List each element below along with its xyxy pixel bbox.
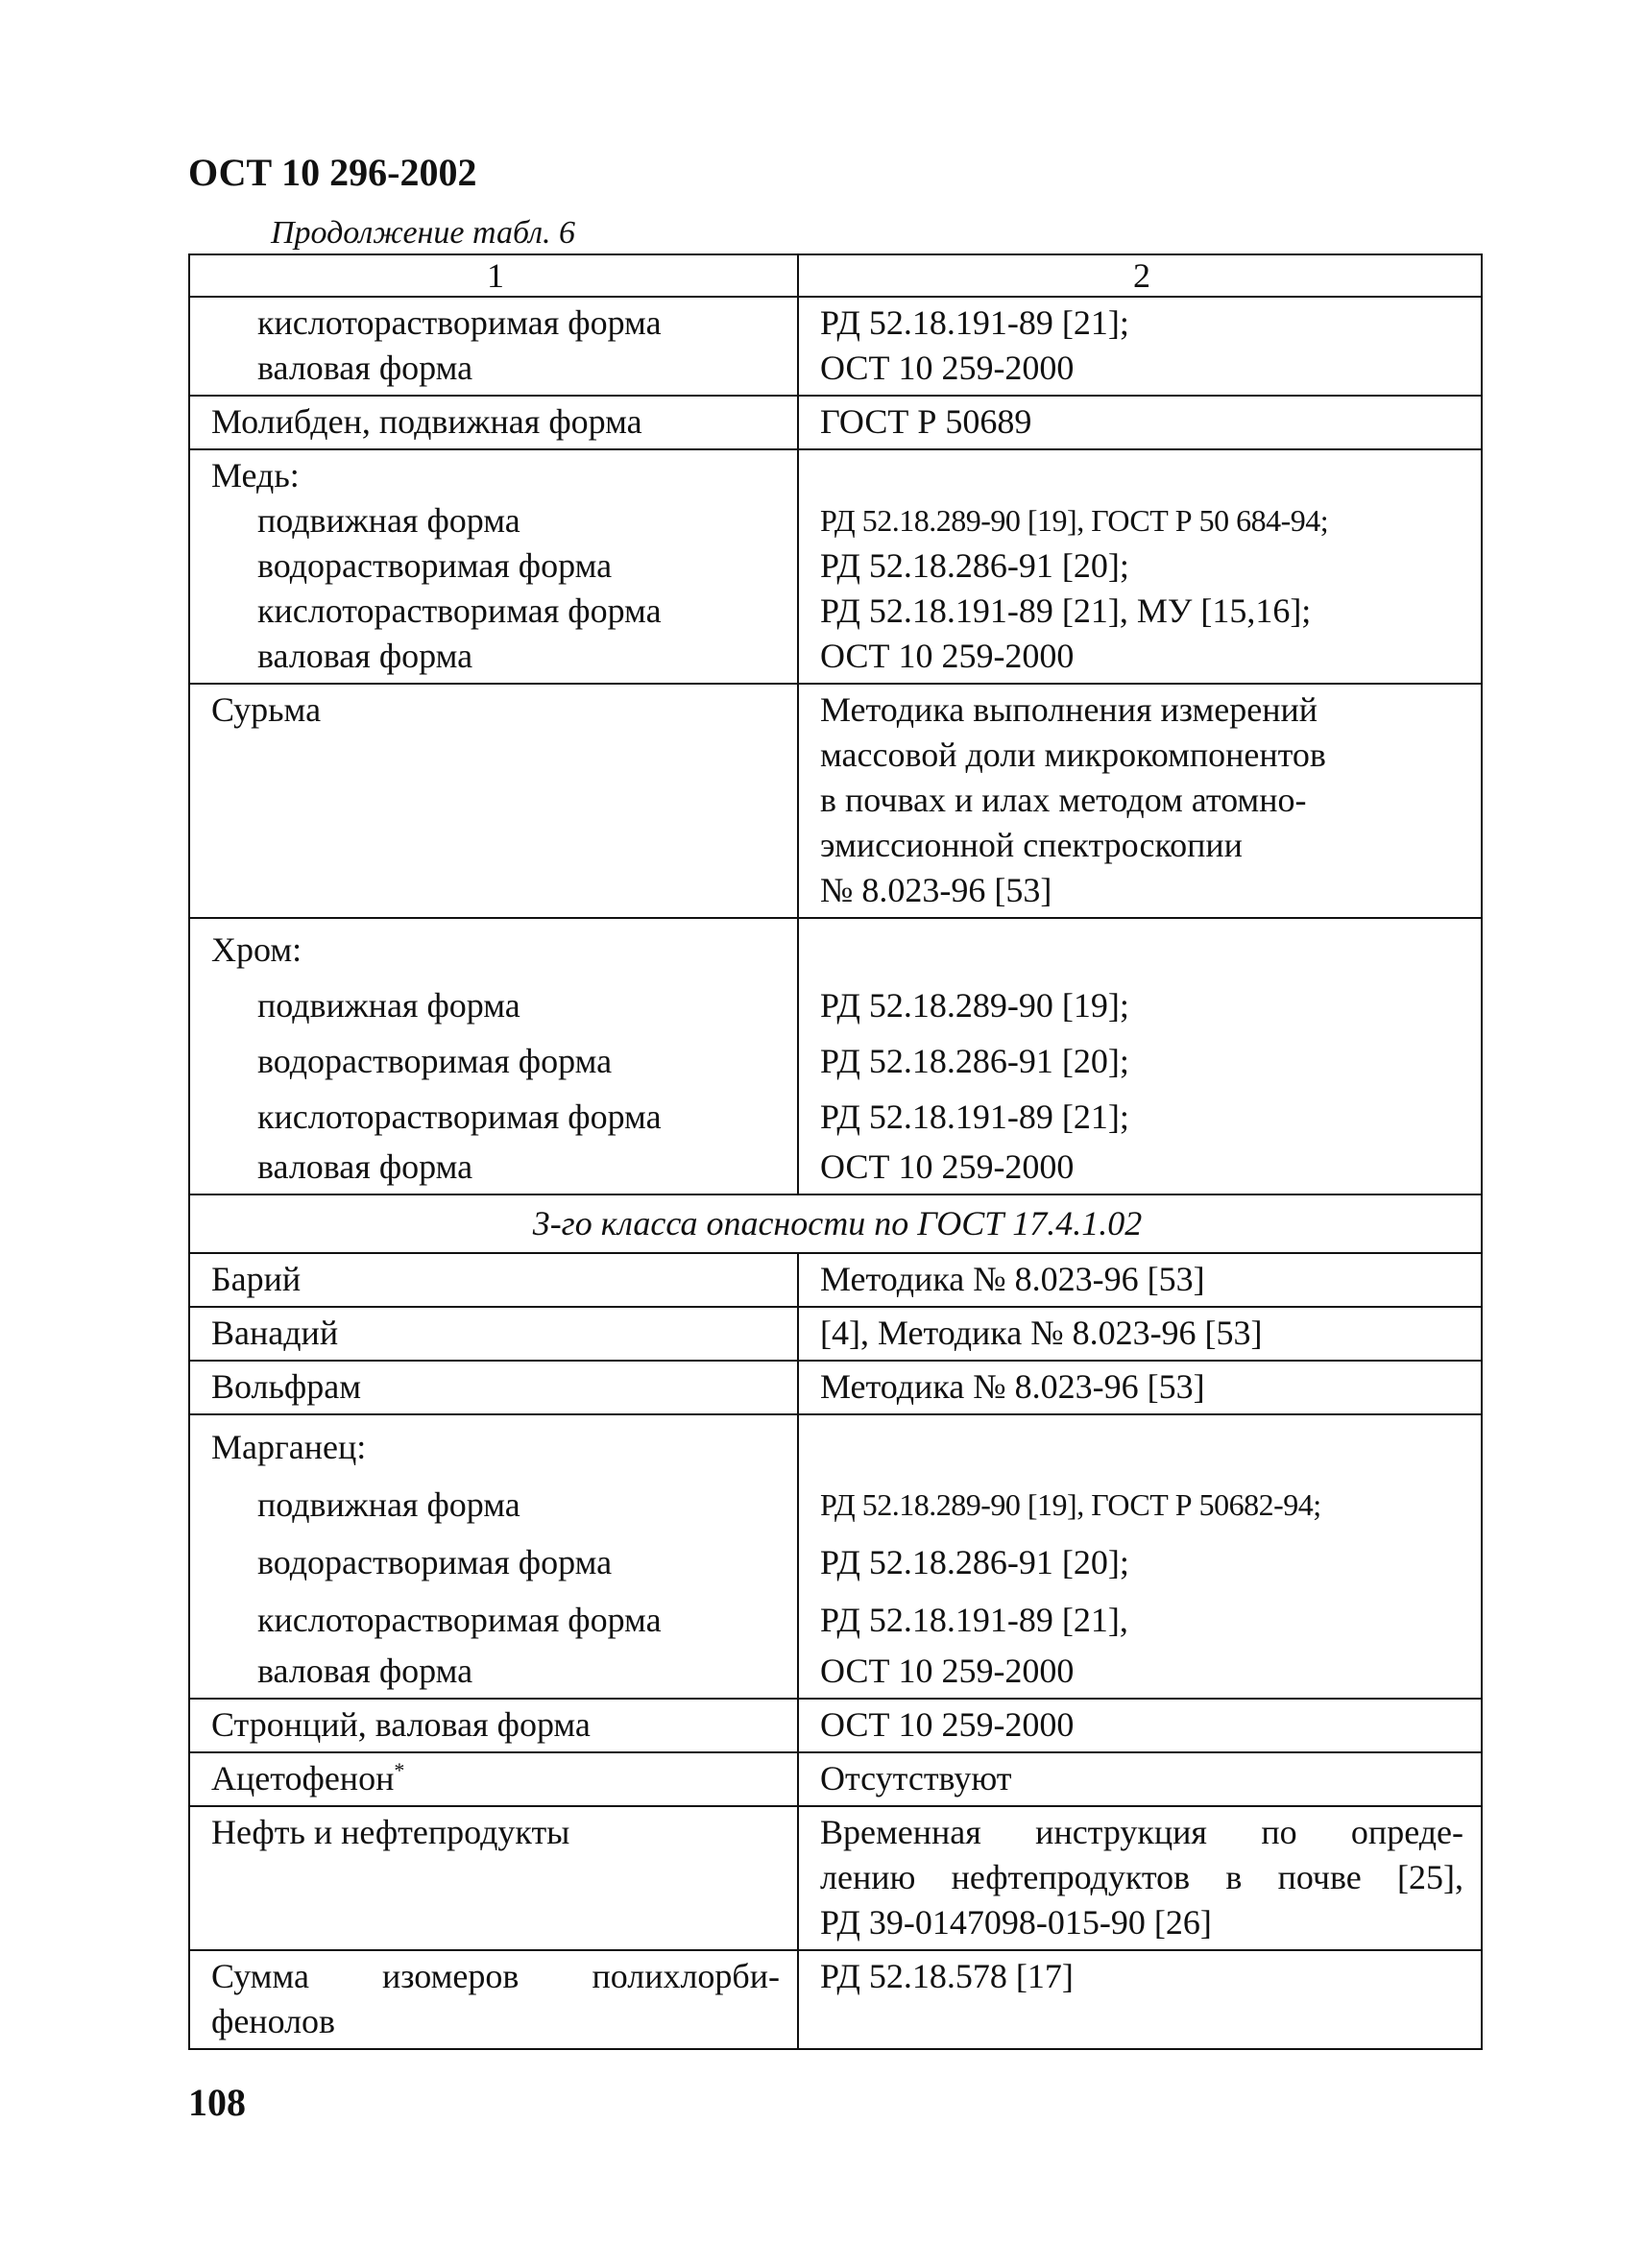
method-reference: РД 39-0147098-015-90 [26]: [820, 1903, 1212, 1942]
form-label: валовая форма: [257, 349, 473, 387]
method-reference: РД 52.18.191-89 [21];: [820, 1098, 1129, 1136]
method-reference: Методика выполнения измерений: [820, 690, 1318, 729]
method-reference: РД 52.18.289-90 [19], ГОСТ Р 50682-94;: [820, 1487, 1321, 1522]
form-label: кислоторастворимая форма: [257, 591, 662, 630]
method-reference: эмиссионной спектроскопии: [820, 826, 1243, 864]
table-row: [189, 684, 1482, 918]
element-cell: [189, 1253, 798, 1307]
table-row: [189, 297, 1482, 396]
element-cell: [189, 1806, 798, 1950]
form-label: валовая форма: [257, 1652, 473, 1690]
method-reference: РД 52.18.578 [17]: [820, 1957, 1074, 1995]
column-number-1: 1: [189, 254, 798, 297]
table-column-numbers: [189, 254, 1482, 297]
element-label: Молибден, подвижная форма: [211, 402, 642, 441]
form-label: кислоторастворимая форма: [257, 1098, 662, 1136]
form-label: валовая форма: [257, 637, 473, 675]
element-cell: [189, 1361, 798, 1414]
method-reference: РД 52.18.286-91 [20];: [820, 546, 1129, 585]
method-reference: ОСТ 10 259-2000: [820, 637, 1075, 675]
method-cell: [798, 1752, 1482, 1806]
table-row: [189, 1950, 1482, 2049]
method-cell: [798, 396, 1482, 449]
table-row: [189, 1253, 1482, 1307]
element-label: Вольфрам: [211, 1367, 362, 1406]
method-reference: ОСТ 10 259-2000: [820, 1652, 1075, 1690]
element-cell: [189, 1699, 798, 1752]
element-label: Марганец:: [211, 1428, 367, 1466]
method-reference: РД 52.18.191-89 [21];: [820, 303, 1129, 342]
table-row: [189, 1361, 1482, 1414]
element-label: Хром:: [211, 930, 302, 969]
element-cell: [189, 684, 798, 918]
element-label: Сурьма: [211, 690, 322, 729]
element-cell: [189, 1307, 798, 1361]
method-cell: [798, 449, 1482, 684]
element-label: Медь:: [211, 456, 300, 495]
element-cell: [189, 396, 798, 449]
method-reference: РД 52.18.286-91 [20];: [820, 1543, 1129, 1581]
form-label: подвижная форма: [257, 1485, 520, 1524]
method-reference: ОСТ 10 259-2000: [820, 1147, 1075, 1186]
method-reference: Методика № 8.023-96 [53]: [820, 1367, 1205, 1406]
method-reference: в почвах и илах методом атомно-: [820, 781, 1307, 819]
section-row: [189, 1194, 1482, 1253]
element-label: Ванадий: [211, 1314, 339, 1352]
table-row: [189, 1806, 1482, 1950]
table-row: [189, 449, 1482, 684]
element-cell: [189, 918, 798, 1194]
form-label: подвижная форма: [257, 501, 520, 540]
element-label: фенолов: [211, 2002, 336, 2040]
method-reference: РД 52.18.289-90 [19];: [820, 986, 1129, 1025]
method-reference: Методика № 8.023-96 [53]: [820, 1260, 1205, 1298]
form-label: водорастворимая форма: [257, 546, 613, 585]
method-cell: [798, 297, 1482, 396]
method-cell: [798, 1414, 1482, 1699]
form-label: кислоторастворимая форма: [257, 303, 662, 342]
element-cell: [189, 449, 798, 684]
method-cell: [798, 684, 1482, 918]
table-row: [189, 1752, 1482, 1806]
table-row: [189, 1699, 1482, 1752]
method-cell: [798, 1307, 1482, 1361]
method-reference: Временная инструкция по опреде-: [820, 1813, 1463, 1851]
element-label: Сумма изомеров полихлорби-: [211, 1957, 780, 1995]
table-row: [189, 1414, 1482, 1699]
form-label: водорастворимая форма: [257, 1543, 613, 1581]
element-cell: [189, 1752, 798, 1806]
form-label: кислоторастворимая форма: [257, 1601, 662, 1639]
hazard-class-heading: 3-го класса опасности по ГОСТ 17.4.1.02: [189, 1194, 1482, 1253]
method-cell: [798, 1950, 1482, 2049]
method-reference: РД 52.18.286-91 [20];: [820, 1042, 1129, 1080]
method-reference: ОСТ 10 259-2000: [820, 349, 1075, 387]
element-cell: [189, 1950, 798, 2049]
element-cell: [189, 1414, 798, 1699]
method-cell: [798, 1699, 1482, 1752]
method-reference: РД 52.18.191-89 [21], МУ [15,16];: [820, 591, 1312, 630]
footnote-marker: *: [394, 1758, 405, 1782]
document-header: ОСТ 10 296-2002: [188, 151, 477, 194]
table-caption: Продолжение табл. 6: [271, 215, 576, 251]
table-row: [189, 396, 1482, 449]
method-cell: [798, 1253, 1482, 1307]
element-label: Барий: [211, 1260, 302, 1298]
method-reference: лению нефтепродуктов в почве [25],: [820, 1858, 1463, 1896]
methods-table: [188, 253, 1481, 2050]
form-label: водорастворимая форма: [257, 1042, 613, 1080]
element-label: Ацетофенон: [211, 1759, 395, 1798]
table-row: [189, 918, 1482, 1194]
method-cell: [798, 1361, 1482, 1414]
form-label: валовая форма: [257, 1147, 473, 1186]
method-cell: [798, 1806, 1482, 1950]
form-label: подвижная форма: [257, 986, 520, 1025]
table-row: [189, 1307, 1482, 1361]
method-reference: Отсутствуют: [820, 1759, 1012, 1798]
method-reference: ГОСТ Р 50689: [820, 402, 1032, 441]
method-reference: массовой доли микрокомпонентов: [820, 736, 1326, 774]
method-reference: РД 52.18.191-89 [21],: [820, 1601, 1128, 1639]
method-reference: № 8.023-96 [53]: [820, 871, 1052, 909]
element-label: Нефть и нефтепродукты: [211, 1813, 570, 1851]
method-cell: [798, 918, 1482, 1194]
method-reference: РД 52.18.289-90 [19], ГОСТ Р 50 684-94;: [820, 503, 1329, 538]
element-cell: [189, 297, 798, 396]
method-reference: [4], Методика № 8.023-96 [53]: [820, 1314, 1263, 1352]
element-label: Стронций, валовая форма: [211, 1705, 591, 1744]
page-number: 108: [188, 2081, 246, 2124]
method-reference: ОСТ 10 259-2000: [820, 1705, 1075, 1744]
column-number-2: 2: [798, 254, 1482, 297]
